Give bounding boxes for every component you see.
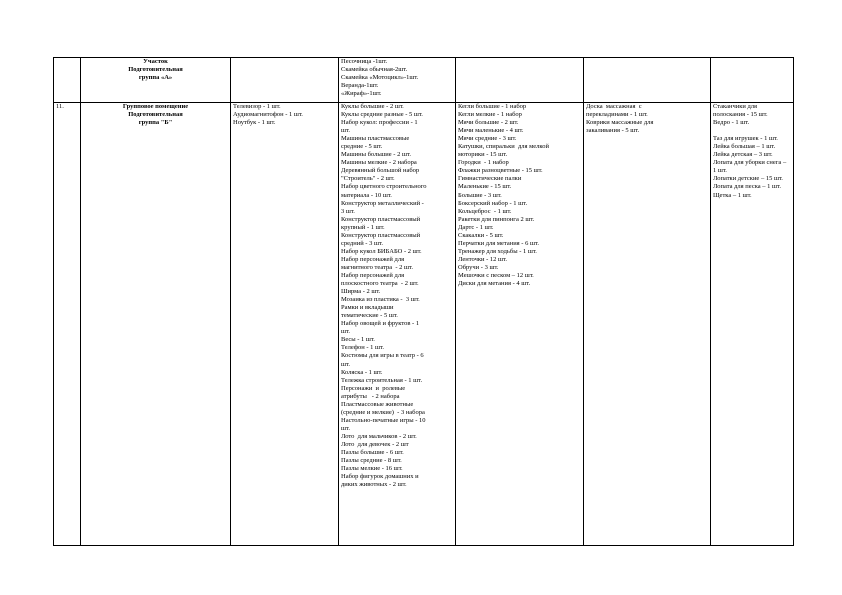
cell-line: магнитного театра - 2 шт.	[341, 263, 413, 271]
cell-line: Скамейка «Мотоцикл»-1шт.	[341, 74, 419, 82]
cell-line: Набор кукол: профессии - 1	[341, 119, 418, 127]
cell-line: Телефон - 1 шт.	[341, 344, 385, 352]
sport-cell	[456, 103, 584, 546]
equipment-cell	[231, 103, 339, 546]
cell-line: шт.	[341, 127, 350, 135]
cell-line: Мячи большие - 2 шт.	[458, 119, 519, 127]
cell-line: Конструктор металлический -	[341, 199, 424, 207]
cell-line: Машины большие - 2 шт.	[341, 151, 411, 159]
cell-line: шт.	[341, 328, 350, 336]
cell-line: материала - 10 шт.	[341, 191, 392, 199]
cell-line: Дартс - 1 шт.	[458, 223, 494, 231]
cell-line: диких животных - 2 шт.	[341, 481, 407, 489]
cell-line: Щетка – 1 шт.	[713, 191, 752, 199]
place-cell	[81, 58, 231, 103]
cell-line: Пазлы большие - 6 шт.	[341, 449, 404, 457]
cell-line: Лопатки детские – 15 шт.	[713, 175, 783, 183]
cell-line: Коврики массажные для	[586, 119, 654, 127]
cell-line: Куклы средние разные - 5 шт.	[341, 111, 423, 119]
cell-line: атрибуты - 2 набора	[341, 392, 400, 400]
inventory-table	[53, 57, 794, 546]
cell-line: крупный - 1 шт.	[341, 223, 385, 231]
toys-cell	[339, 58, 456, 103]
cell-line: Кегли мелкие - 1 набор	[458, 111, 522, 119]
cell-line: Перчатки для метания - 6 шт.	[458, 239, 539, 247]
cell-line: закаливания - 5 шт.	[586, 127, 640, 135]
cell-line: «Жираф»-1шт.	[341, 90, 382, 98]
cell-line: Маленькие - 15 шт.	[458, 183, 512, 191]
cell-line: Таз для игрушек - 1 шт.	[713, 135, 778, 143]
cell-line: Деревянный большой набор	[341, 167, 420, 175]
cell-line: Лопата для песка – 1 шт.	[713, 183, 781, 191]
cell-line: Подготовительная	[128, 66, 183, 74]
cell-line: Рамки и вкладыши	[341, 304, 394, 312]
cell-line: Городки - 1 набор	[458, 159, 509, 167]
cell-line: Мешочки с песком – 12 шт.	[458, 271, 534, 279]
cell-line: Лото для девочек - 2 шт	[341, 440, 409, 448]
health-cell	[584, 103, 711, 546]
cell-line: Набор цветного строительного	[341, 183, 427, 191]
cell-line: Скакалки - 5 шт.	[458, 231, 504, 239]
cell-line: перекладинами - 1 шт.	[586, 111, 648, 119]
place-cell	[81, 103, 231, 546]
cell-line: Катушки, спиральки для мелкой	[458, 143, 549, 151]
cell-line: плоскостного театра - 2 шт.	[341, 280, 419, 288]
cell-line: Куклы большие - 2 шт.	[341, 103, 404, 110]
cell-line: 1 шт.	[713, 167, 727, 175]
cell-line: "Строитель" - 2 шт.	[341, 175, 395, 183]
cell-line: Пазлы средние - 8 шт.	[341, 457, 402, 465]
cell-line: Набор фигурок домашних и	[341, 473, 419, 481]
cell-line: Большие - 3 шт.	[458, 191, 502, 199]
cell-line: Пазлы мелкие - 16 шт.	[341, 465, 403, 473]
cell-line: Ноутбук - 1 шт.	[233, 119, 276, 127]
cell-line: группа «А»	[138, 74, 173, 82]
equipment-cell	[231, 58, 339, 103]
cell-line: Набор овощей и фруктов - 1	[341, 320, 420, 328]
cell-line: Лото для мальчиков - 2 шт.	[341, 432, 417, 440]
cell-line: Лейка большая – 1 шт.	[713, 143, 776, 151]
cell-line: Тренажер для ходьбы - 1 шт.	[458, 247, 537, 255]
cell-line: (средние и мелкие) - 3 набора	[341, 408, 425, 416]
cell-line: Лопата для уборки снега –	[713, 159, 787, 167]
cell-line: Боксерский набор - 1 шт.	[458, 199, 528, 207]
cell-line: Диски для метания - 4 шт.	[458, 280, 531, 288]
cell-line: шт.	[341, 360, 350, 368]
cell-line: моторики - 15 шт.	[458, 151, 508, 159]
cell-line: Персонажи и ролевые	[341, 384, 406, 392]
cell-line: полоскания - 15 шт.	[713, 111, 768, 119]
cell-line: Скамейка обычная-2шт.	[341, 66, 408, 74]
labor-cell	[711, 103, 794, 546]
cell-line: средние - 5 шт.	[341, 143, 383, 151]
cell-line: Ведро - 1 шт.	[713, 119, 750, 127]
cell-line: Конструктор пластмассовый	[341, 215, 421, 223]
cell-line: Ширма - 2 шт.	[341, 288, 381, 296]
cell-line: Флажки разноцветные - 15 шт.	[458, 167, 543, 175]
cell-line: Доска массажная с	[586, 103, 642, 110]
cell-line: Набор персонажей для	[341, 271, 405, 279]
cell-line: Подготовительная	[128, 111, 183, 119]
table-row	[54, 58, 794, 103]
cell-line: Кегли большие - 1 набор	[458, 103, 527, 110]
cell-line: шт.	[341, 424, 350, 432]
sport-cell	[456, 58, 584, 103]
cell-line: Пластмассовые животные	[341, 400, 414, 408]
row-number	[54, 58, 81, 103]
cell-line: Машины мелкие - 2 набора	[341, 159, 417, 167]
cell-line: Гимнастические палки	[458, 175, 522, 183]
cell-line: Костюмы для игры в театр - 6	[341, 352, 424, 360]
cell-line: Лейка детская – 3 шт.	[713, 151, 773, 159]
cell-line: 3 шт.	[341, 207, 355, 215]
cell-line: Тележка строительная - 1 шт.	[341, 376, 423, 384]
cell-line: Набор кукол БИБАБО - 2 шт.	[341, 247, 422, 255]
cell-line: Обручи - 3 шт.	[458, 263, 499, 271]
toys-cell	[339, 103, 456, 546]
cell-line: Ленточки - 12 шт.	[458, 255, 507, 263]
table-row	[54, 103, 794, 546]
cell-line: Групповое помещение	[122, 103, 189, 110]
cell-line: Мячи маленькие - 4 шт.	[458, 127, 524, 135]
cell-line: Набор персонажей для	[341, 255, 405, 263]
cell-line: Мозаика из пластика - 3 шт.	[341, 296, 420, 304]
labor-cell	[711, 58, 794, 103]
row-number: 11.	[54, 103, 81, 546]
cell-line: Стаканчики для	[713, 103, 758, 110]
cell-line: Настольно-печатные игры - 10	[341, 416, 426, 424]
cell-line: Ракетки для пинпонга 2 шт.	[458, 215, 535, 223]
cell-line: Весы - 1 шт.	[341, 336, 375, 344]
cell-line: Аудиомагнитофон - 1 шт.	[233, 111, 303, 119]
cell-line: Телевизор - 1 шт.	[233, 103, 281, 110]
cell-line: Конструктор пластмассовый	[341, 231, 421, 239]
cell-line: Песочница -1шт.	[341, 58, 388, 65]
health-cell	[584, 58, 711, 103]
cell-line: Веранда-1шт.	[341, 82, 379, 90]
cell-line: Мячи средние - 3 шт.	[458, 135, 517, 143]
cell-line	[713, 127, 791, 135]
cell-line: Участок	[143, 58, 168, 65]
cell-line: тематические - 5 шт.	[341, 312, 398, 320]
cell-line: Машины пластмассовые	[341, 135, 410, 143]
cell-line: группа "Б"	[138, 119, 173, 127]
cell-line: Коляска - 1 шт.	[341, 368, 383, 376]
cell-line: средний - 3 шт.	[341, 239, 383, 247]
cell-line: Кольцеброс - 1 шт.	[458, 207, 512, 215]
